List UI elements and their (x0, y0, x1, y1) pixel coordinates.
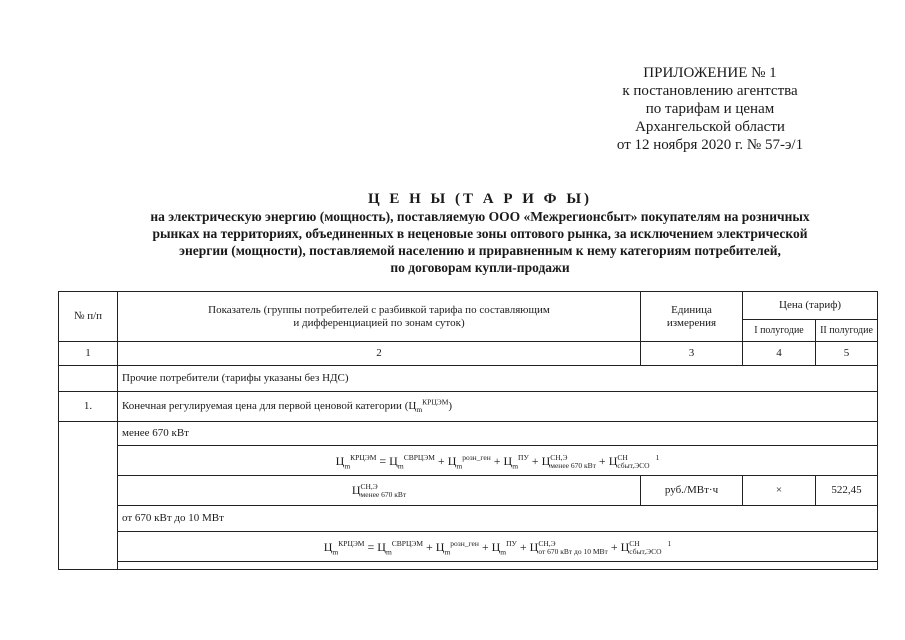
appendix-line: Архангельской области (635, 119, 785, 135)
formula-from-670: $Ц_m^{КРЦЭМ} = Ц_m^{СВРЦЭМ} + Ц_m^{розн\_ген} + Ц_m^{ПУ} + Ц$ СН,Э от 670 кВт до 10 МВт + Ц СН сбыт,ЭСО $^1$ (118, 532, 878, 562)
item-label: Конечная регулируемая цена для первой ценовой категории $(Ц_m^{КРЦЭМ})$ (118, 392, 878, 422)
header-unit: Единица измерения (641, 292, 743, 342)
table-row (59, 422, 878, 446)
subtitle-line: по договорам купли-продажи (390, 260, 570, 275)
price-half2: 522,45 (816, 476, 878, 506)
formula-less-670: $Ц_m^{КРЦЭМ} = Ц_m^{СВРЦЭМ} + Ц_m^{розн\_ген} + Ц_m^{ПУ} + Ц$ СН,Э менее 670 кВт + Ц СН сбыт,ЭСО $^1$ (118, 446, 878, 476)
header-indicator: Показатель (группы потребителей с разбивкой тарифа по составляющим и дифференциацией по зонам суток) (118, 292, 641, 342)
subtitle-line: энергии (мощности), поставляемой населению и приравненным к нему категориям потребителей, (179, 243, 781, 258)
table-row (59, 392, 878, 422)
group-label: Прочие потребители (тарифы указаны без НДС) (118, 366, 878, 392)
table-row (59, 446, 878, 476)
appendix-title: ПРИЛОЖЕНИЕ № 1 (643, 65, 777, 81)
footnote-mark: 1 (655, 452, 660, 462)
table-row (59, 476, 878, 506)
price-half1: × (743, 476, 816, 506)
table-row (59, 562, 878, 570)
column-numbers-row (59, 342, 878, 366)
document-title (60, 190, 900, 276)
unit-cell: руб./МВт·ч (641, 476, 743, 506)
subgroup-label: менее 670 кВт (118, 422, 878, 446)
col-number: 1 (59, 342, 118, 366)
title-subtitle (60, 208, 900, 276)
appendix-date: от 12 ноября 2020 г. № 57-э/1 (616, 137, 804, 153)
col-number: 5 (816, 342, 878, 366)
title-main: Ц Е Н Ы (Т А Р И Ф Ы) (367, 191, 593, 207)
table-row (59, 506, 878, 532)
header-num: № п/п (59, 292, 118, 342)
price-table (58, 291, 878, 570)
col-number: 2 (118, 342, 641, 366)
component-sn-energy: Ц СН,Э менее 670 кВт (118, 476, 641, 506)
appendix-line: по тарифам и ценам (645, 101, 775, 117)
table-row (59, 532, 878, 562)
header-half1: I полугодие (743, 320, 816, 342)
item-number: 1. (59, 392, 118, 422)
header-price: Цена (тариф) (743, 292, 878, 320)
appendix-line: к постановлению агентства (622, 83, 798, 99)
subgroup-label: от 670 кВт до 10 МВт (118, 506, 878, 532)
table-row (59, 366, 878, 392)
table-header-row (59, 292, 878, 320)
subtitle-line: на электрическую энергию (мощность), поставляемую ООО «Межрегионсбыт» покупателям на розничных (150, 209, 810, 224)
subtitle-line: рынках на территориях, объединенных в неценовые зоны оптового рынка, за исключением электрической (152, 226, 808, 241)
header-half2: II полугодие (816, 320, 878, 342)
footnote-mark: 1 (667, 538, 672, 548)
col-number: 3 (641, 342, 743, 366)
col-number: 4 (743, 342, 816, 366)
appendix-header (560, 64, 860, 154)
